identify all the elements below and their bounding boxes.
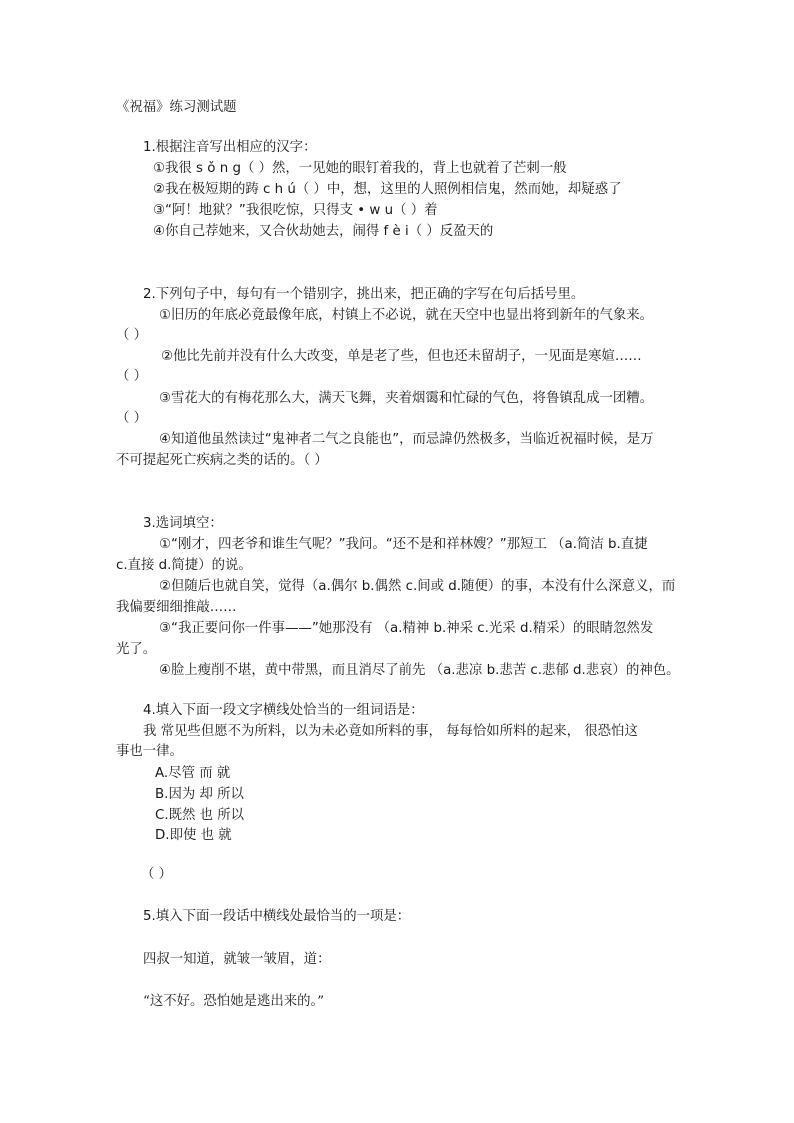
q3-item-4: ④脸上瘦削不堪，黄中带黑，而且消尽了前先 （a.悲凉 b.悲苦 c.悲郁 d.悲哀）的神色。	[159, 663, 680, 678]
q4-answer-blank: （ ）	[141, 867, 173, 882]
q3-item-2: ②但随后也就自笑，觉得（a.偶尔 b.偶然 c.间或 d.随便）的事，本没有什么深意义，而	[159, 579, 676, 594]
q4-text-cont: 事也一律。	[116, 744, 183, 759]
page-title: 《祝福》练习测试题	[116, 100, 237, 115]
q2-item-3: ③雪花大的有梅花那么大，满天飞舞，夹着烟霭和忙碌的气色，将鲁镇乱成一团糟。	[159, 391, 654, 406]
q3-item-3: ③“我正要问你一件事——”她那没有 （a.精神 b.神采 c.光采 d.精采）的眼睛忽然发	[159, 621, 654, 636]
q4-option-b: B.因为 却 所以	[155, 787, 244, 802]
q4-stem: 4.填入下面一段文字横线处恰当的一组词语是：	[143, 703, 424, 718]
q2-item-3-blank: （ ）	[116, 411, 148, 426]
q1-item-2: ②我在极短期的踌 c h ú（ ）中，想，这里的人照例相信鬼，然而她，却疑惑了	[153, 182, 622, 197]
q4-option-a: A.尽管 而 就	[155, 766, 231, 781]
q4-text: 我 常见些但愿不为所料，以为未必竟如所料的事， 每每恰如所料的起来， 很恐怕这	[143, 724, 638, 739]
q3-item-1-cont: c.直接 d.简捷）的说。	[116, 558, 252, 573]
q2-item-2: ②他比先前并没有什么大改变，单是老了些，但也还未留胡子，一见面是寒媗……	[161, 349, 642, 364]
q2-item-4-cont: 不可提起死亡疾病之类的话的。（ ）	[116, 453, 328, 468]
q4-option-d: D.即使 也 就	[155, 828, 232, 843]
q2-item-2-blank: （ ）	[116, 369, 148, 384]
q4-option-c: C.既然 也 所以	[155, 808, 245, 823]
q5-quote: “这不好。恐怕她是逃出来的。”	[143, 994, 325, 1009]
q1-stem: 1.根据注音写出相应的汉字：	[143, 140, 317, 155]
q5-stem: 5.填入下面一段话中横线处最恰当的一项是：	[143, 909, 411, 924]
q2-item-4: ④知道他虽然读过“鬼神者二气之良能也”，而忌諱仍然极多，当临近祝福时候，是万	[159, 432, 654, 447]
q3-item-1: ①“刚才，四老爷和谁生气呢？”我问。“还不是和祥林嫂？”那短工 （a.简洁 b.直捷	[159, 537, 648, 552]
q2-item-1-blank: （ ）	[116, 328, 148, 343]
q5-text: 四叔一知道，就皱一皱眉，道：	[143, 952, 331, 967]
q2-item-1: ①旧历的年底必竟最像年底，村镇上不必说，就在天空中也显出将到新年的气象来。	[159, 308, 654, 323]
q3-item-3-cont: 光了。	[116, 642, 157, 657]
q1-item-3: ③“阿！地狱？”我很吃惊，只得支 • w u（ ）着	[153, 203, 438, 218]
q1-item-1: ①我很 s ǒ n g（ ）然，一见她的眼钉着我的，背上也就着了芒刺一般	[153, 161, 567, 176]
q2-stem: 2.下列句子中，每句有一个错别字，挑出来，把正确的字写在句后括号里。	[143, 287, 585, 302]
q3-item-2-cont: 我偏要细细推敲……	[116, 600, 237, 615]
q1-item-4: ④你自己荐她来，又合伙劫她去，闹得 f è i（ ）反盈天的	[153, 224, 494, 239]
q3-stem: 3.选词填空：	[143, 516, 223, 531]
